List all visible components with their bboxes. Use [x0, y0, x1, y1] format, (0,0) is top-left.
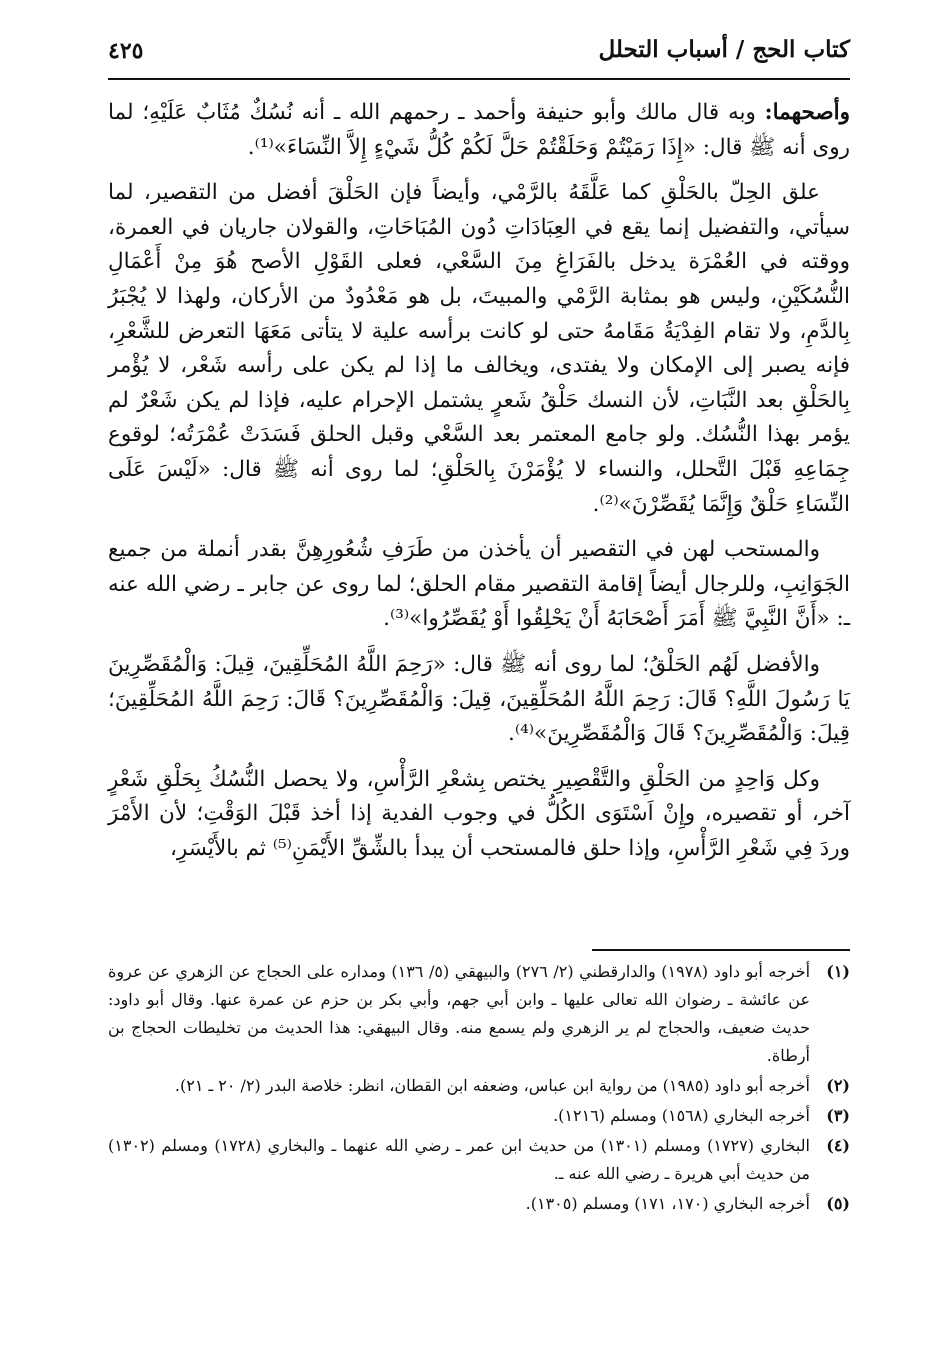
footnote-text: البخاري (١٧٢٧) ومسلم (١٣٠١) من حديث ابن عمر ـ رضي الله عنهما ـ والبخاري (١٧٢٨) ومسلم (١٣٠٢) من حديث أبي هريرة ـ رضي الله عنه ـ.: [108, 1136, 811, 1183]
paragraph-text: علق الحِلّ بالحَلْقِ كما عَلَّقَهُ بالرَّمْي، وأيضاً فإن الحَلْقَ أفضل من التقصير، لما سيأتي، والتفضيل إنما يقع في العِبَادَاتِ دُون المُبَاحَاتِ، والقولان جاريان في العمرة، ووقته في العُمْرَة يدخل بالفَرَاغِ مِنَ السَّعْي، فعلى القَوْلِ الأصح هُوَ مِنْ أَعْمَالِ النُّسُكَيْنِ، وليس هو بمثابة الرَّمْي والمبيتَ، بل هو مَعْدُودٌ من الأركان، ولهذا لا يُجْبَرُ بِالدَّمِ، ولا تقام الفِدْيَةُ مَقَامهُ حتى لو كانت برأسه علية لا يتأتى مَعَهَا التعرض للشَّعْرِ، فإنه يصبر إلى الإمكان ولا يفتدى، ويخالف ما إذا لم يكن على رأسه شَعْر، لا يُؤْمر بِالحَلْقِ بعد النَّبَاتِ، لأن النسك حَلْقُ شَعرٍ يشتمل الإحرام عليه، فإذا لم يكن شَعْرٌ لم يؤمر بهذا النُّسُك. ولو جامع المعتمر بعد السَّعْي وقبل الحلق فَسَدَتْ عُمْرَتُه؛ لوقوع جِمَاعِهِ قَبْلَ التَّحلل، والنساء لا يُؤْمَرْنَ بِالحَلْقِ؛ لما روى أنه ﷺ قال: «لَيْسَ عَلَى النِّسَاءِ حَلْقٌ وَإِنَّمَا يُقَصِّرْنَ»⁽²⁾.: [108, 180, 850, 517]
footnote-number: (١): [826, 962, 850, 981]
footnotes: [108, 958, 850, 1220]
page-header: [108, 30, 850, 80]
footnote: [108, 958, 850, 1070]
paragraph-text: وكل وَاحِدٍ من الحَلْقِ والتَّقْصِيرِ يختص بِشعْرِ الرَّأْسِ، ولا يحصل النُّسُكُ بِحَلْقِ شَعْرٍ آخر، أو تقصيره، وإِنْ اَسْتَوَى الكُلُّ في وجوب الفدية إذا أخذ قَبْلَ الوَقْتِ؛ لأن الأَمْرَ وردَ فِي شَعْرِ الرَّأْسِ، وإذا حلق فالمستحب أن يبدأ بالشِّقِّ الأَيْمَنِ⁽⁵⁾ ثم بالأَيْسَرِ،: [108, 766, 850, 861]
page-number: ٤٢٥: [108, 38, 144, 64]
paragraph-text: والمستحب لهن في التقصير أن يأخذن من طَرَفِ شُعُورِهِنَّ بقدر أنملة من جميع الجَوَانِبِ، وللرجال أيضاً إقامة التقصير مقام الحلق؛ لما روى عن جابر ـ رضي الله عنه ـ: «أَنَّ النَّبِيَّ ﷺ أَمَرَ أَصْحَابَهُ أَنْ يَحْلِقُوا أَوْ يُقَصِّرُوا»⁽³⁾.: [108, 537, 850, 632]
footnote-number: (٢): [826, 1076, 850, 1095]
footnote-text: أخرجه أبو داود (١٩٨٥) من رواية ابن عباس، وضعفه ابن القطان، انظر: خلاصة البدر (٢/ ٢٠ ـ ٢١).: [174, 1076, 810, 1095]
footnote-text: أخرجه البخاري (١٥٦٨) ومسلم (١٢١٦).: [553, 1106, 810, 1125]
paragraph: [108, 96, 850, 165]
paragraph: [108, 648, 850, 752]
paragraph-text: وبه قال مالك وأبو حنيفة وأحمد ـ رحمهم الله ـ أنه نُسُكٌ مُثَابٌ عَلَيْهِ؛ لما روى أنه ﷺ قال: «إِذَا رَمَيْتُمْ وَحَلَقْتُمْ حَلَّ لَكُمْ كُلُّ شَيْءٍ إِلاَّ النِّسَاءَ»⁽¹⁾.: [108, 100, 850, 160]
paragraph-text: والأفضل لَهُم الحَلْقُ؛ لما روى أنه ﷺ قال: «رَحِمَ اللَّهُ المُحَلِّقِينَ، قِيلَ: وَالْمُقَصِّرِينَ يَا رَسُولَ اللَّهِ؟ قَالَ: رَحِمَ اللَّهُ المُحَلِّقِينَ، قِيلَ: وَالْمُقَصِّرِينَ؟ قَالَ: رَحِمَ اللَّهُ المُحَلِّقِينَ؛ قِيلَ: وَالْمُقَصِّرِينَ؟ قَالَ وَالْمُقَصِّرِينَ»⁽⁴⁾.: [108, 651, 850, 747]
paragraph-lead: وأصحهما:: [764, 100, 850, 125]
main-text: [108, 96, 850, 877]
footnote: [108, 1072, 850, 1100]
paragraph: [108, 533, 850, 637]
footnote: [108, 1132, 850, 1188]
paragraph: [108, 176, 850, 522]
footnote-number: (٥): [826, 1194, 850, 1213]
footnote-number: (٣): [826, 1106, 850, 1125]
footnote: [108, 1190, 850, 1218]
footnote-divider: [592, 949, 850, 951]
paragraph: [108, 763, 850, 867]
footnote-number: (٤): [826, 1136, 850, 1155]
footnote-text: أخرجه أبو داود (١٩٧٨) والدارقطني (٢/ ٢٧٦) والبيهقي (٥/ ١٣٦) ومداره على الحجاج عن الزهري عن عروة عن عائشة ـ رضوان الله تعالى عليها ـ وابن أبي جهم، وأبي بكر بن حزم عن عمرة عنها. وقال أبو داود: حديث ضعيف، والحجاج لم ير الزهري ولم يسمع منه. وقال البيهقي: هذا الحديث من تخليطات الحجاج بن أرطاة.: [108, 962, 811, 1065]
footnote-text: أخرجه البخاري (١٧٠، ١٧١) ومسلم (١٣٠٥).: [525, 1194, 810, 1213]
footnote: [108, 1102, 850, 1130]
running-title: كتاب الحج / أسباب التحلل: [598, 36, 850, 63]
